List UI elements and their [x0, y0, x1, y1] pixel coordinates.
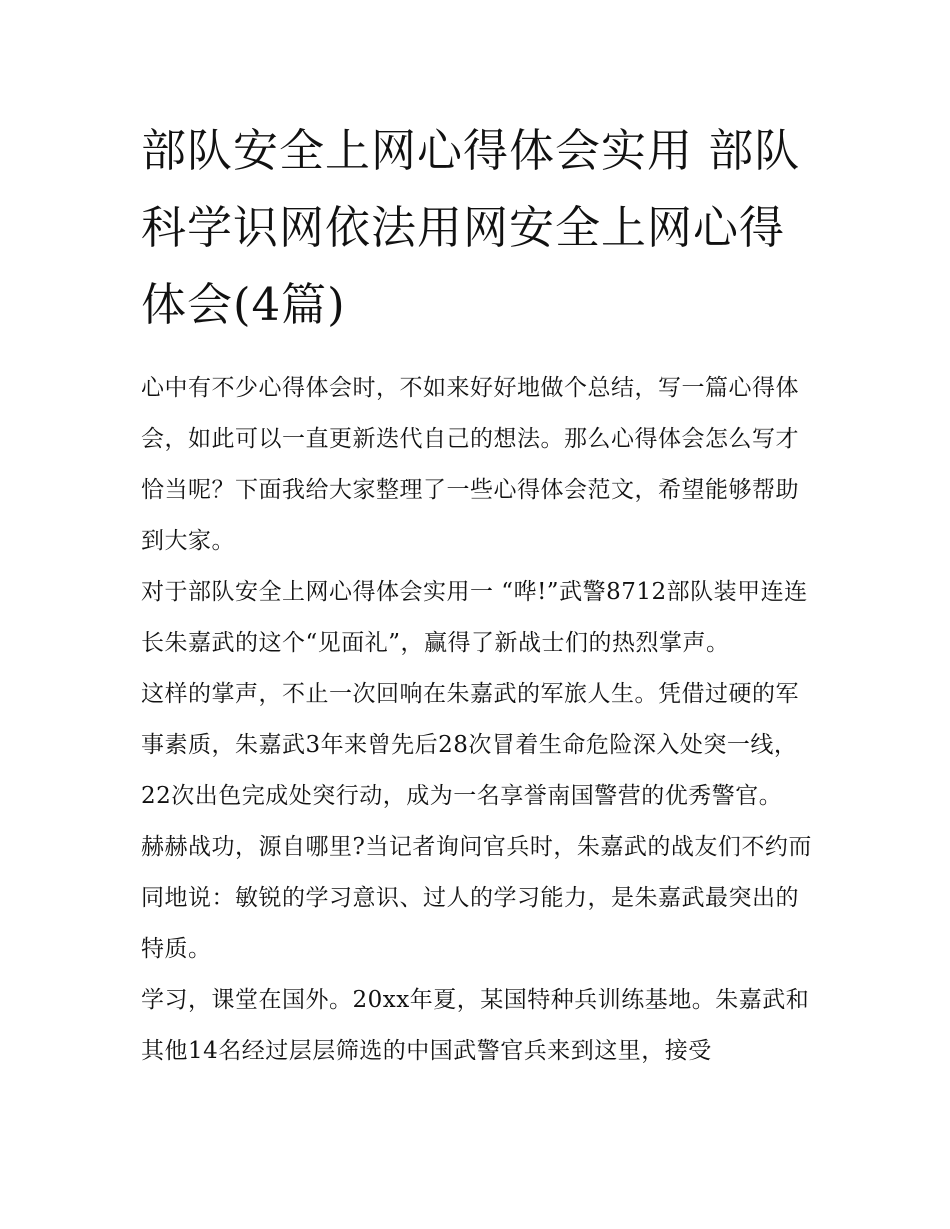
document-page: [141, 112, 821, 1077]
paragraph-intro: 心中有不少心得体会时，不如来好好地做个总结，写一篇心得体会，如此可以一直更新迭代自己的想法。那么心得体会怎么写才恰当呢？下面我给大家整理了一些心得体会范文，希望能够帮助到大家。: [141, 375, 799, 554]
paragraph-first-essay-opening: 对于部队安全上网心得体会实用一 “哗!”武警8712部队装甲连连长朱嘉武的这个“见面礼”，赢得了新战士们的热烈掌声。: [141, 579, 808, 656]
document-title: 部队安全上网心得体会实用 部队科学识网依法用网安全上网心得体会(4篇): [141, 124, 801, 331]
paragraph-study-abroad: 学习，课堂在国外。20xx年夏，某国特种兵训练基地。朱嘉武和其他14名经过层层筛选的中国武警官兵来到这里，接受: [141, 987, 810, 1064]
paragraph-applause: 这样的掌声，不止一次回响在朱嘉武的军旅人生。凭借过硬的军事素质，朱嘉武3年来曾先后28次冒着生命危险深入处突一线，22次出色完成处突行动，成为一名享誉南国警营的优秀警官。: [141, 681, 799, 809]
paragraph-achievements: 赫赫战功，源自哪里?当记者询问官兵时，朱嘉武的战友们不约而同地说：敏锐的学习意识、过人的学习能力，是朱嘉武最突出的特质。: [141, 834, 812, 962]
